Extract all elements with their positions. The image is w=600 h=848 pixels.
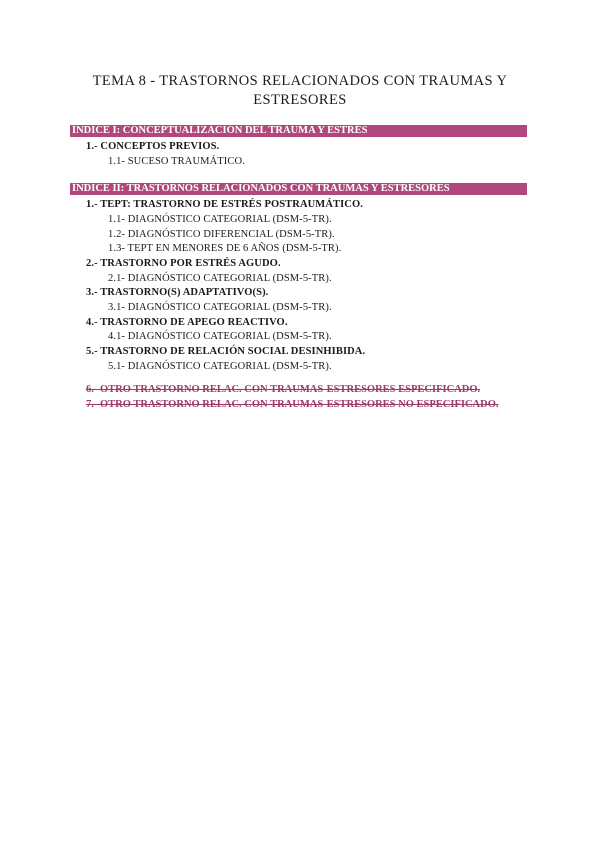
title-line-1: TEMA 8 - TRASTORNOS RELACIONADOS CON TRAUMAS Y (92, 73, 508, 89)
index-2-item-1-3: 1.3- TEPT EN MENORES DE 6 AÑOS (DSM-5-TR). (108, 243, 342, 254)
page-title (70, 72, 530, 110)
index-2-item-1-1: 1.1- DIAGNÓSTICO CATEGORIAL (DSM-5-TR). (108, 214, 332, 225)
index-2-item-5: 5.- TRASTORNO DE RELACIÓN SOCIAL DESINHIBIDA. (86, 346, 366, 357)
index-1-item-1-1: 1.1- SUCESO TRAUMÁTICO. (108, 156, 245, 167)
index-2-item-1-2: 1.2- DIAGNÓSTICO DIFERENCIAL (DSM-5-TR). (108, 229, 335, 240)
index-2-item-4: 4.- TRASTORNO DE APEGO REACTIVO. (86, 317, 288, 328)
index-2-item-1: 1.- TEPT: TRASTORNO DE ESTRÉS POSTRAUMÁTICO. (86, 199, 363, 210)
index-2-item-6-struck: 6.- OTRO TRASTORNO RELAC. CON TRAUMAS-ESTRESORES ESPECIFICADO. (86, 384, 481, 395)
index-2-item-5-1: 5.1- DIAGNÓSTICO CATEGORIAL (DSM-5-TR). (108, 361, 332, 372)
title-line-2: ESTRESORES (253, 92, 347, 108)
index-2-item-4-1: 4.1- DIAGNÓSTICO CATEGORIAL (DSM-5-TR). (108, 331, 332, 342)
index-1-header: ÍNDICE I: CONCEPTUALIZACIÓN DEL TRAUMA Y ESTRÉS (70, 125, 527, 137)
index-1-item-1: 1.- CONCEPTOS PREVIOS. (86, 141, 220, 152)
index-2-item-2: 2.- TRASTORNO POR ESTRÉS AGUDO. (86, 258, 281, 269)
index-2-item-7-struck: 7.- OTRO TRASTORNO RELAC. CON TRAUMAS-ESTRESORES NO ESPECIFICADO. (86, 399, 499, 410)
index-2-item-2-1: 2.1- DIAGNÓSTICO CATEGORIAL (DSM-5-TR). (108, 273, 332, 284)
index-2-item-3: 3.- TRASTORNO(S) ADAPTATIVO(S). (86, 287, 269, 298)
index-2-header: ÍNDICE II: TRASTORNOS RELACIONADOS CON TRAUMAS Y ESTRESORES (70, 183, 527, 195)
index-2-item-3-1: 3.1- DIAGNÓSTICO CATEGORIAL (DSM-5-TR). (108, 302, 332, 313)
